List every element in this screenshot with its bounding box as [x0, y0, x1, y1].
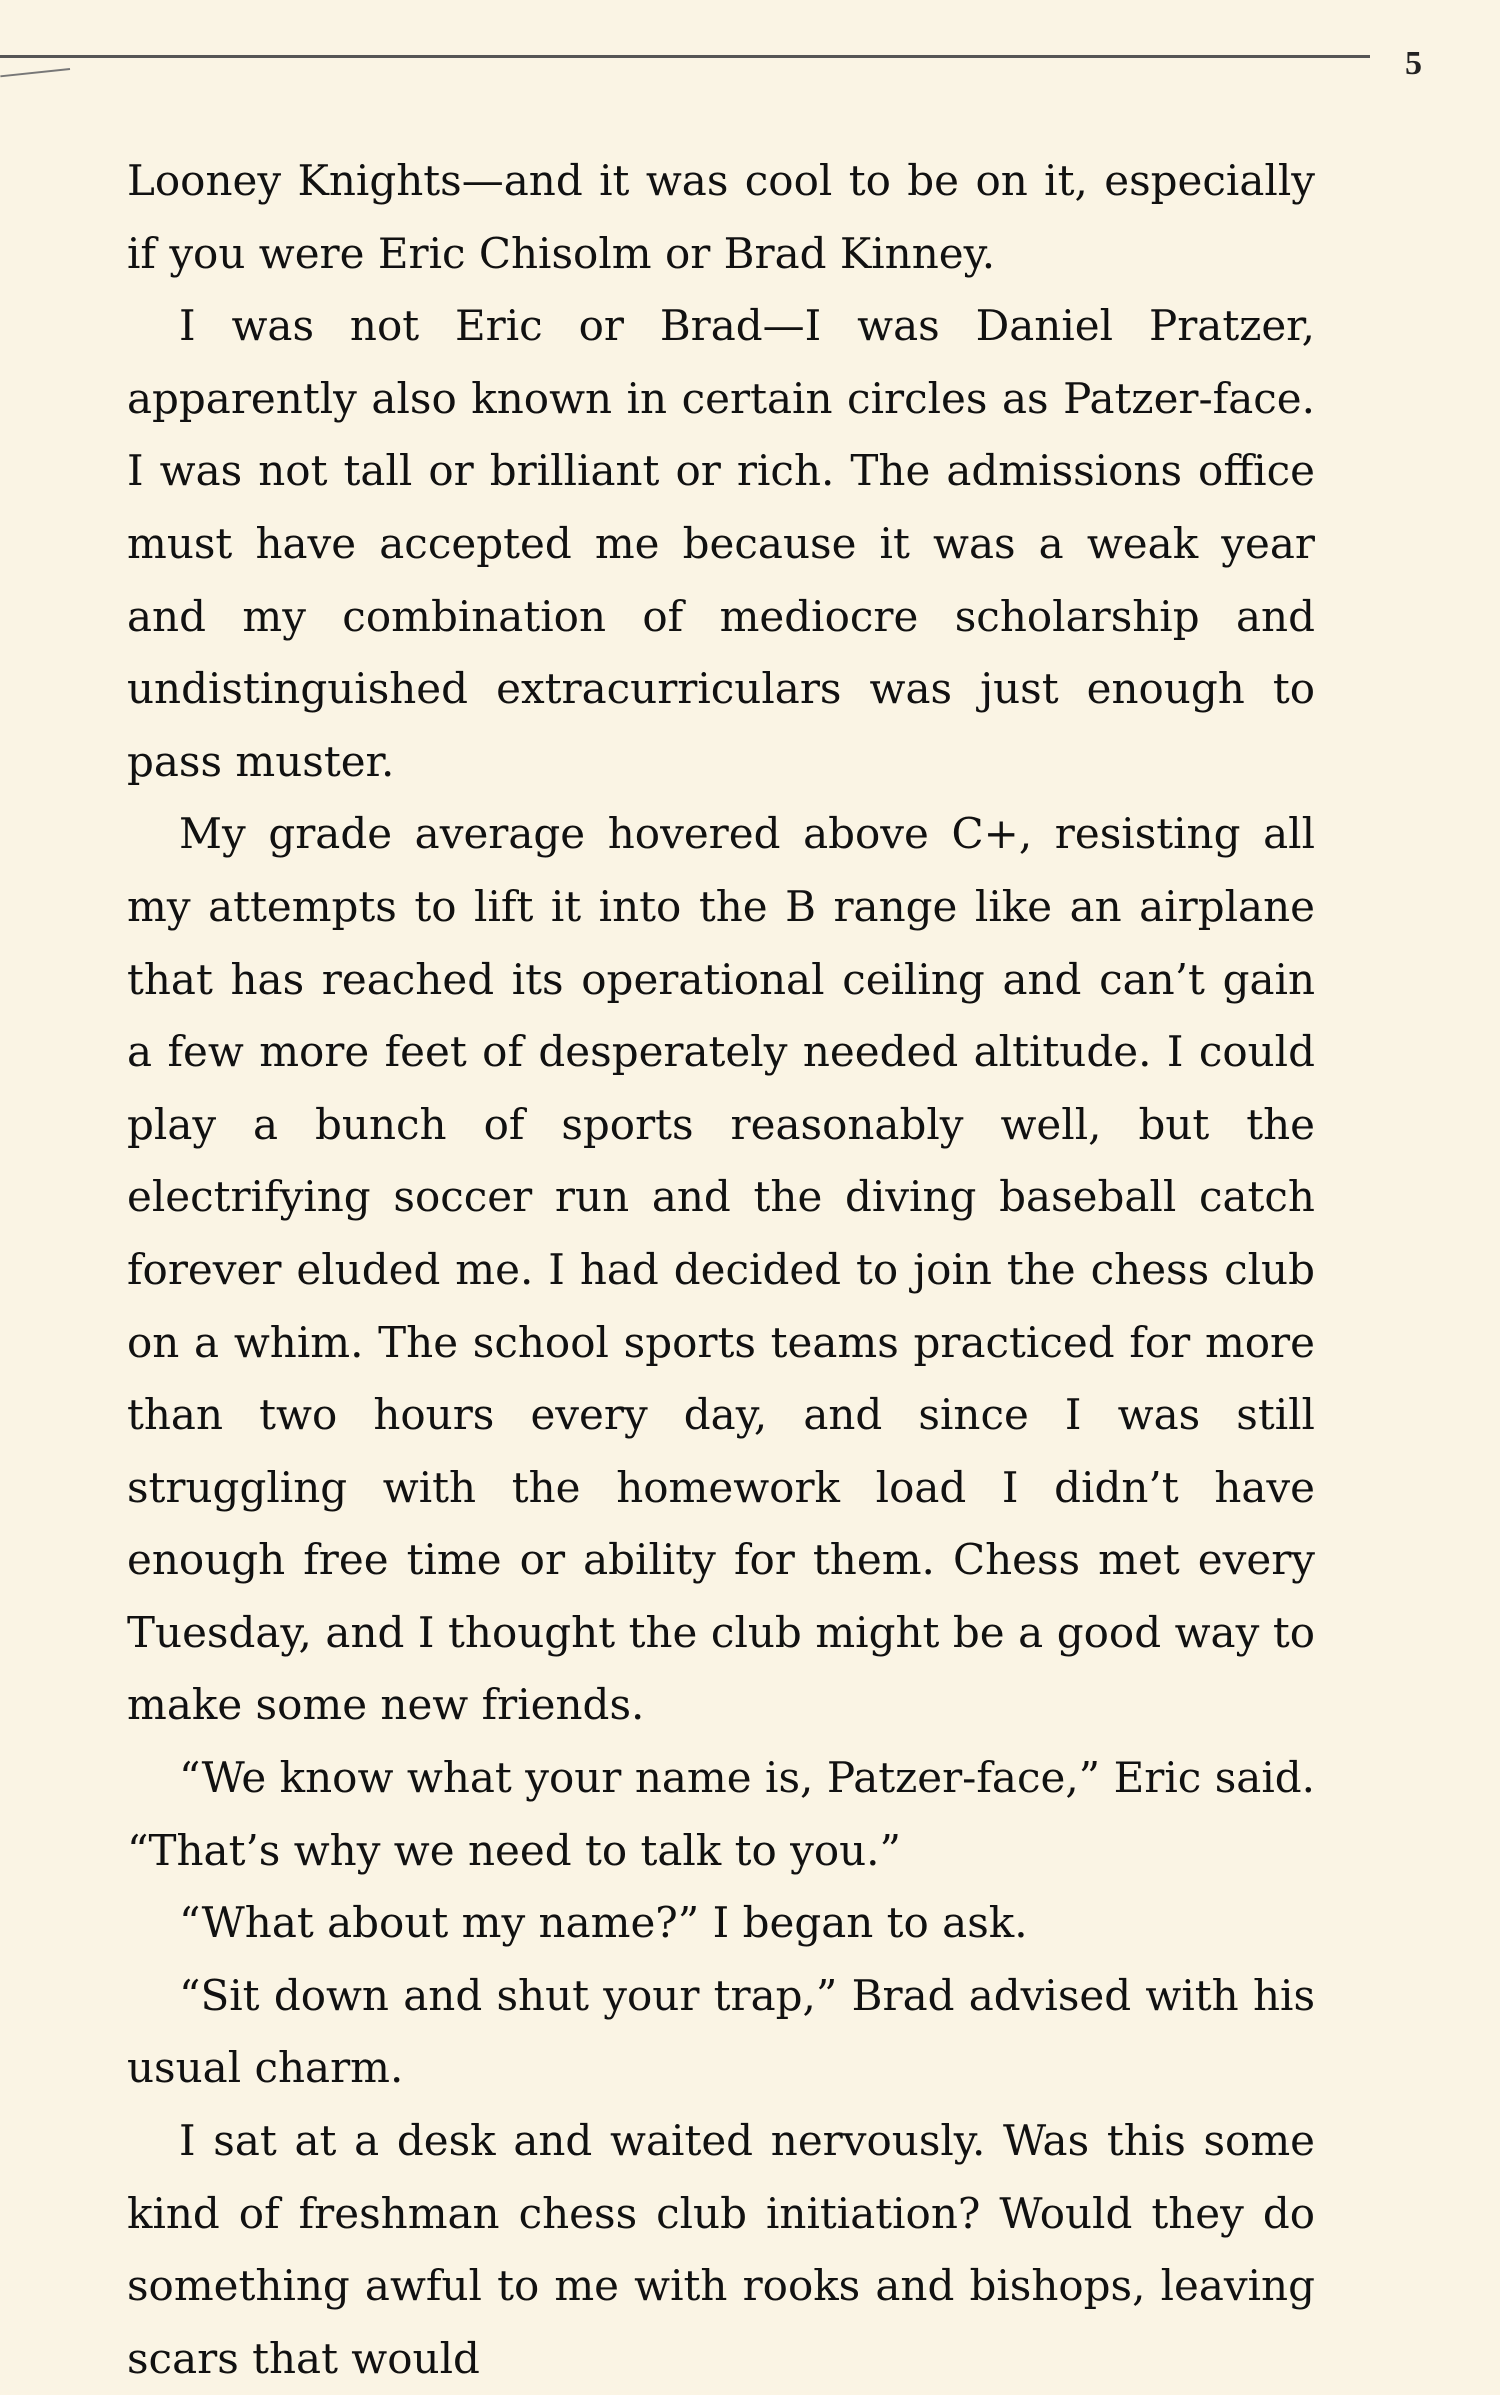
- header-rule: [0, 55, 1370, 58]
- body-text: [127, 145, 1315, 2395]
- paragraph: “We know what your name is, Patzer-face,” Eric said. “That’s why we need to talk to you.”: [127, 1753, 1315, 1875]
- page-number: 5: [1405, 45, 1422, 82]
- paragraph: I was not Eric or Brad—I was Daniel Pratzer, apparently also known in certain circles as Patzer-face. I was not tall or brilliant or rich. The admissions office must have accepted me because it was a weak year and my combination of mediocre scholarship and undistinguished extracurriculars was just enough to pass muster.: [127, 301, 1315, 786]
- paragraph: My grade average hovered above C+, resisting all my attempts to lift it into the B range like an airplane that has reached its operational ceiling and can’t gain a few more feet of desperately needed altitude. I could play a bunch of sports reasonably well, but the electrifying soccer run and the diving baseball catch forever eluded me. I had decided to join the chess club on a whim. The school sports teams practiced for more than two hours every day, and since I was still struggling with the homework load I didn’t have enough free time or ability for them. Chess met every Tuesday, and I thought the club might be a good way to make some new friends.: [127, 809, 1315, 1730]
- header-rule-tail: [0, 68, 70, 77]
- paragraph: Looney Knights—and it was cool to be on it, especially if you were Eric Chisolm or Brad Kinney.: [127, 156, 1315, 278]
- paragraph: “What about my name?” I began to ask.: [179, 1898, 1028, 1948]
- paragraph: I sat at a desk and waited nervously. Was this some kind of freshman chess club initiation? Would they do something awful to me with rooks and bishops, leaving scars that would: [127, 2116, 1315, 2383]
- paragraph: “Sit down and shut your trap,” Brad advised with his usual charm.: [127, 1970, 1315, 2093]
